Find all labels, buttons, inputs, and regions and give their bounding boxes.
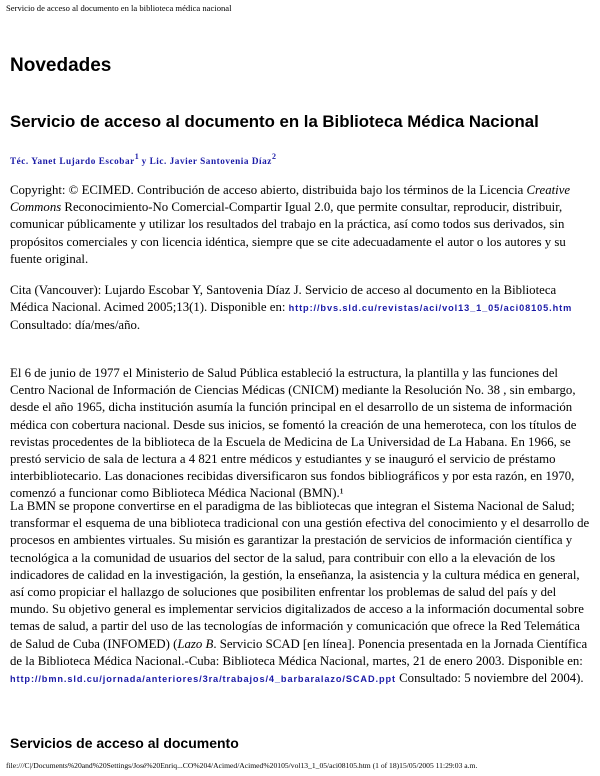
citation-consulted-text: Consultado: día/mes/año. [10, 318, 141, 333]
bmn-paragraph [10, 498, 592, 688]
footer-file-path: file:///C|/Documents%20and%20Settings/José%20Enriq...CO%204/Acimed/Acimed%20105/vol13_1_05/aci08105.htm (1 of 18)15/05/2005 11:29:03 a.m. [6, 761, 478, 770]
authors-line [10, 152, 276, 166]
author-1[interactable]: Téc. Yanet Lujardo Escobar [10, 156, 135, 166]
subsection-title: Servicios de acceso al documento [10, 735, 239, 751]
bmn-text: La BMN se propone convertirse en el paradigma de las bibliotecas que integran el Sistema Nacional de Salud; transformar el esquema de una biblioteca tradicional con una gestión efectiva del conocimiento y el desarrollo de procesos en ambientes virtuales. Su misión es garantizar la prestación de servicios de información científica y tecnológica a la comunidad de usuarios del sector de la salud, para contribuir con ello a la elevación de los indicadores de calidad en la investigación, la gestión, la enseñanza, la asistencia y la cultura médica en general, así como propiciar el hallazgo de soluciones que posibiliten enfrentar los problemas de salud del país y del mundo. Su objetivo general es implementar servicios digitalizados de acceso a la información documental sobre temas de salud, a partir del uso de las tecnologías de información y comunicación que ofrece la Red Telemática de Salud de Cuba (INFOMED) ( [10, 499, 590, 651]
author-2[interactable]: Lic. Javier Santovenia Díaz [149, 156, 272, 166]
scad-url-link[interactable]: http://bmn.sld.cu/jornada/anteriores/3ra/trabajos/4_barbaralazo/SCAD.ppt [10, 674, 396, 685]
citation-url-link[interactable]: http://bvs.sld.cu/revistas/aci/vol13_1_05/aci08105.htm [288, 303, 573, 314]
citation-paragraph [10, 282, 592, 335]
author-2-footnote-ref[interactable]: 2 [271, 152, 276, 161]
copyright-text: Copyright: © ECIMED. Contribución de acceso abierto, distribuida bajo los términos de la Licencia [10, 183, 527, 197]
article-title: Servicio de acceso al documento en la Biblioteca Médica Nacional [10, 112, 539, 131]
section-title: Novedades [10, 55, 112, 76]
authors-joiner: y [138, 156, 150, 166]
bmn-consulted-text: Consultado: 5 noviembre del 2004). [395, 671, 584, 686]
copyright-paragraph [10, 182, 592, 268]
bmn-text-reference: . Servicio SCAD [en línea]. Ponencia presentada en la Jornada Científica de la Biblioteca Médica Nacional.-Cuba: Biblioteca Médica Nacional, martes, 21 de enero 2003. Disponible en: [10, 636, 588, 668]
citation-text: Cita (Vancouver): Lujardo Escobar Y, Santovenia Díaz J. Servicio de acceso al documento en la Biblioteca Médica Nacional. Acimed 2005;13(1). Disponible en: [10, 283, 557, 315]
license-name: Creative Commons [10, 183, 571, 215]
reference-author: Lazo B [177, 636, 214, 651]
intro-paragraph: El 6 de junio de 1977 el Ministerio de Salud Pública estableció la estructura, la plantilla y las funciones del Centro Nacional de Información de Ciencias Médicas (CNICM) mediante la Resolución No. 38 , sin embargo, desde el año 1965, dicha institución asumía la función principal en el desarrollo de un sistema de información médica con cobertura nacional. Desde sus inicios, se fomentó la creación de una hemeroteca, con los títulos de revistas procedentes de la biblioteca de la Escuela de Medicina de La Universidad de La Habana. En 1966, se prestó servicio de sala de lectura a 4 821 entre médicos y estudiantes y se inauguró el servicio de préstamo interbibliotecario. Las donaciones recibidas diversificaron sus fondos bibliográficos y por esta razón, en 1970, comenzó a funcionar como Biblioteca Médica Nacional (BMN).¹ [10, 366, 577, 501]
author-1-footnote-ref[interactable]: 1 [134, 152, 139, 161]
running-header: Servicio de acceso al documento en la biblioteca médica nacional [6, 3, 232, 13]
copyright-text-continued: Reconocimiento-No Comercial-Compartir Igual 2.0, que permite consultar, reproducir, distribuir, comunicar públicamente y utilizar los resultados del trabajo en la práctica, así como todos sus derivados, sin propósitos comerciales y con licencia idéntica, siempre que se cite adecuadamente el autor o los autores y su fuente original. [10, 200, 566, 266]
